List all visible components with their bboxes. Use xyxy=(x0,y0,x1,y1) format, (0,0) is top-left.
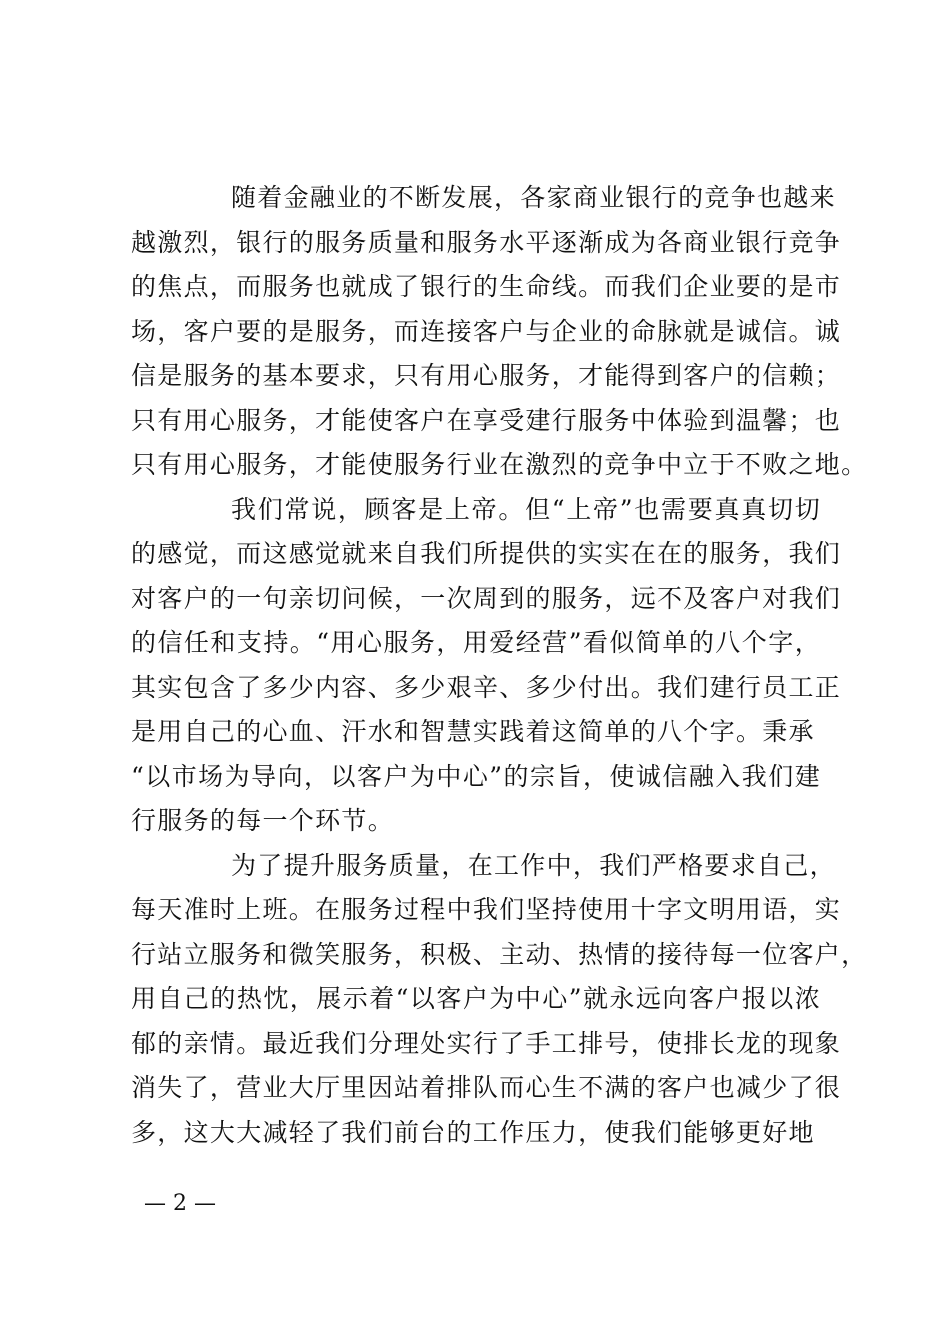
paragraph-2-line-6: 是用自己的心血、汗水和智慧实践着这简单的八个字。秉承 xyxy=(131,717,815,746)
paragraph-2-line-7: “以市场为导向，以客户为中心”的宗旨，使诚信融入我们建 xyxy=(131,761,821,791)
paragraph-2-line-3: 对客户的一句亲切问候，一次周到的服务，远不及客户对我们 xyxy=(131,583,842,613)
paragraph-1-line-6: 只有用心服务，才能使客户在享受建行服务中体验到温馨；也 xyxy=(131,405,842,435)
paragraph-1-line-7: 只有用心服务，才能使服务行业在激烈的竞争中立于不败之地。 xyxy=(131,450,868,479)
paragraph-3-line-7: 多，这大大减轻了我们前台的工作压力，使我们能够更好地 xyxy=(131,1117,815,1147)
paragraph-3-line-1: 为了提升服务质量，在工作中，我们严格要求自己， xyxy=(231,850,836,880)
paragraph-3-line-6: 消失了，营业大厅里因站着排队而心生不满的客户也减少了很 xyxy=(131,1073,842,1102)
paragraph-2-line-5: 其实包含了多少内容、多少艰辛、多少付出。我们建行员工正 xyxy=(131,672,842,702)
paragraph-2-line-1: 我们常说，顾客是上帝。但“上帝”也需要真真切切 xyxy=(231,494,821,524)
paragraph-1-line-4: 场，客户要的是服务，而连接客户与企业的命脉就是诚信。诚 xyxy=(131,316,842,346)
paragraph-3-line-3: 行站立服务和微笑服务，积极、主动、热情的接待每一位客户， xyxy=(131,939,868,969)
paragraph-2-line-4: 的信任和支持。“用心服务，用爱经营”看似简单的八个字， xyxy=(131,628,821,657)
paragraph-1-line-5: 信是服务的基本要求，只有用心服务，才能得到客户的信赖； xyxy=(131,361,842,390)
body-text xyxy=(131,176,868,1155)
paragraph-3-line-2: 每天准时上班。在服务过程中我们坚持使用十字文明用语，实 xyxy=(131,895,842,924)
paragraph-3-line-5: 郁的亲情。最近我们分理处实行了手工排号，使排长龙的现象 xyxy=(131,1028,842,1058)
page-number: — 2 — xyxy=(144,1191,216,1216)
paragraph-1-line-2: 越激烈，银行的服务质量和服务水平逐渐成为各商业银行竞争 xyxy=(131,227,842,257)
paragraph-3-line-4: 用自己的热忱，展示着“以客户为中心”就永远向客户报以浓 xyxy=(131,984,821,1013)
paragraph-1-line-1: 随着金融业的不断发展，各家商业银行的竞争也越来 xyxy=(231,183,836,212)
paragraph-1-line-3: 的焦点，而服务也就成了银行的生命线。而我们企业要的是市 xyxy=(131,272,842,301)
paragraph-2-line-2: 的感觉，而这感觉就来自我们所提供的实实在在的服务，我们 xyxy=(131,539,842,568)
paragraph-2-line-8: 行服务的每一个环节。 xyxy=(131,806,395,835)
